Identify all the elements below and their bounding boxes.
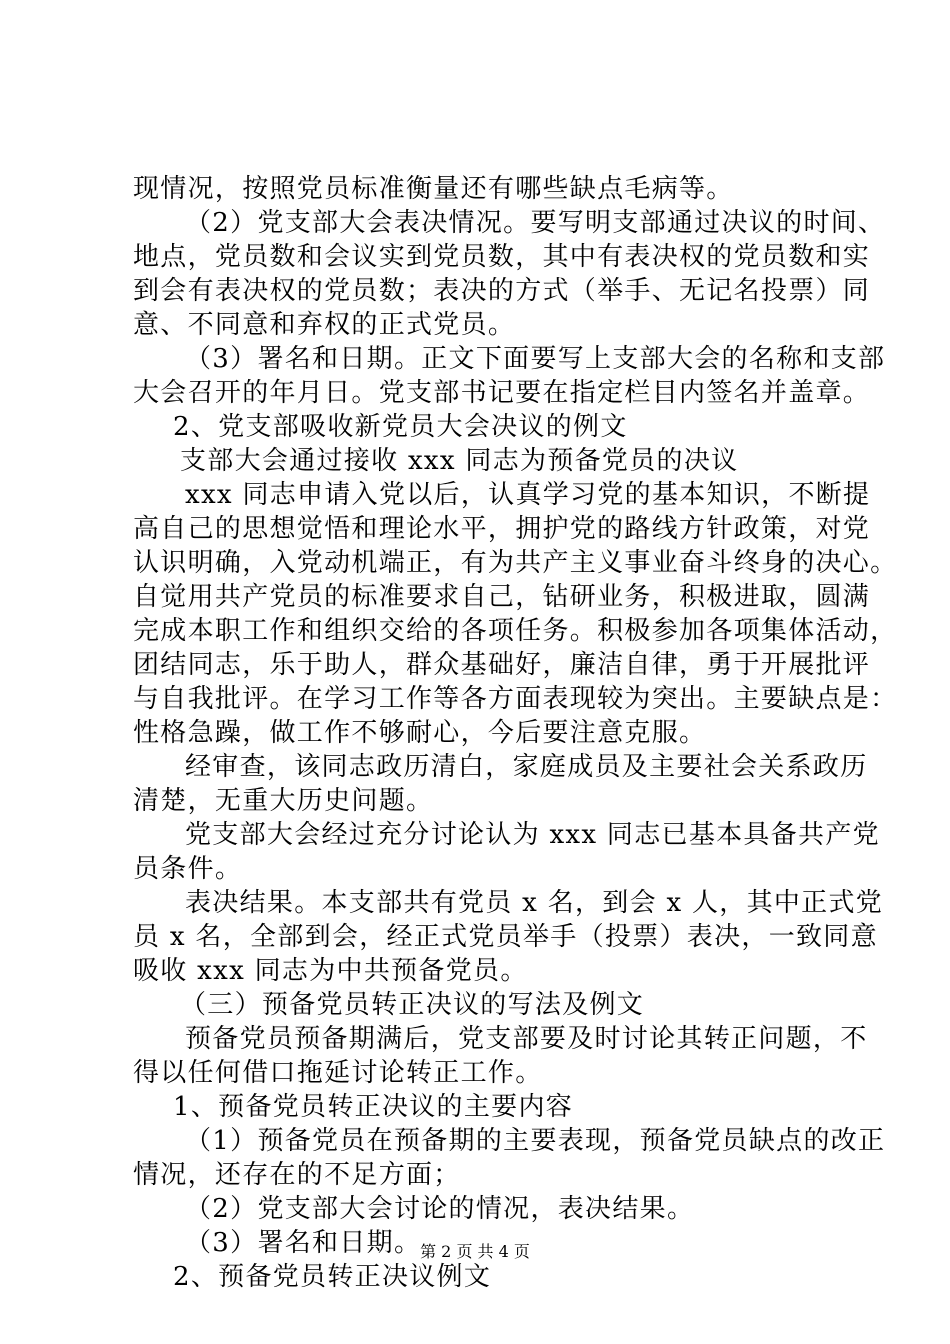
text-line-29: （1）预备党员在预备期的主要表现，预备党员缺点的改正	[185, 1126, 886, 1156]
text-line-30: 情况，还存在的不足方面；	[133, 1160, 461, 1190]
text-line-21: 员条件。	[133, 854, 243, 884]
text-line-24: 吸收 xxx 同志为中共预备党员。	[133, 956, 528, 986]
text-line-28: 1、预备党员转正决议的主要内容	[173, 1092, 574, 1122]
text-line-8: 2、党支部吸收新党员大会决议的例文	[173, 412, 628, 442]
text-line-17: 性格急躁，做工作不够耐心，今后要注意克服。	[133, 718, 707, 748]
text-line-1: 现情况，按照党员标准衡量还有哪些缺点毛病等。	[133, 174, 734, 204]
text-line-33: 2、预备党员转正决议例文	[173, 1262, 492, 1292]
text-line-18: 经审查，该同志政历清白，家庭成员及主要社会关系政历	[185, 752, 868, 782]
text-line-23: 员 x 名，全部到会，经正式党员举手（投票）表决，一致同意	[133, 922, 878, 952]
text-line-14: 完成本职工作和组织交给的各项任务。积极参加各项集体活动，	[133, 616, 898, 646]
text-line-32: （3）署名和日期。	[185, 1228, 422, 1258]
page-number-footer: 第 2 页 共 4 页	[420, 1242, 530, 1261]
text-line-4: 到会有表决权的党员数；表决的方式（举手、无记名投票）同	[133, 276, 871, 306]
text-line-12: 认识明确，入党动机端正，有为共产主义事业奋斗终身的决心。	[133, 548, 898, 578]
text-line-13: 自觉用共产党员的标准要求自己，钻研业务，积极进取，圆满	[133, 582, 871, 612]
text-line-31: （2）党支部大会讨论的情况，表决结果。	[185, 1194, 695, 1224]
text-line-27: 得以任何借口拖延讨论转正工作。	[133, 1058, 543, 1088]
text-line-9: 支部大会通过接收 xxx 同志为预备党员的决议	[180, 446, 739, 476]
text-line-11: 高自己的思想觉悟和理论水平，拥护党的路线方针政策，对党	[133, 514, 871, 544]
text-line-15: 团结同志，乐于助人，群众基础好，廉洁自律，勇于开展批评	[133, 650, 871, 680]
text-line-2: （2）党支部大会表决情况。要写明支部通过决议的时间、	[185, 208, 886, 238]
text-line-7: 大会召开的年月日。党支部书记要在指定栏目内签名并盖章。	[133, 378, 871, 408]
text-line-26: 预备党员预备期满后，党支部要及时讨论其转正问题，不	[185, 1024, 868, 1054]
text-line-6: （3）署名和日期。正文下面要写上支部大会的名称和支部	[185, 344, 886, 374]
text-line-3: 地点，党员数和会议实到党员数，其中有表决权的党员数和实	[133, 242, 871, 272]
text-line-20: 党支部大会经过充分讨论认为 xxx 同志已基本具备共产党	[185, 820, 880, 850]
text-line-10: xxx 同志申请入党以后，认真学习党的基本知识，不断提	[185, 480, 871, 510]
text-line-19: 清楚，无重大历史问题。	[133, 786, 434, 816]
text-line-16: 与自我批评。在学习工作等各方面表现较为突出。主要缺点是：	[133, 684, 898, 714]
text-line-22: 表决结果。本支部共有党员 x 名，到会 x 人，其中正式党	[185, 888, 884, 918]
text-line-25: （三）预备党员转正决议的写法及例文	[180, 990, 645, 1020]
text-line-5: 意、不同意和弃权的正式党员。	[133, 310, 516, 340]
